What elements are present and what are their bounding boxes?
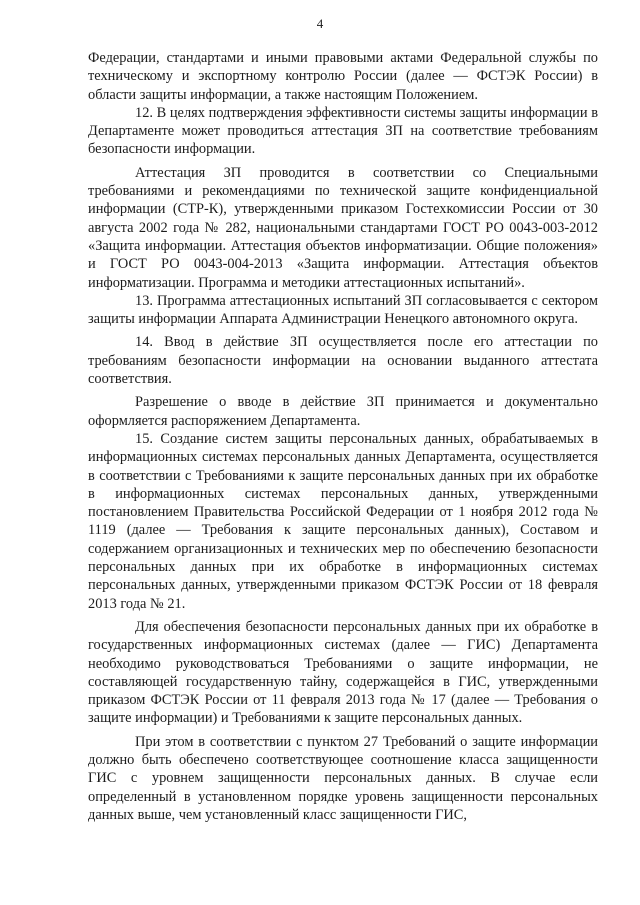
page-number: 4: [316, 16, 324, 31]
document-body: [88, 49, 598, 824]
paragraph-3: Аттестация ЗП проводится в соответствии со Специальными требованиями и рекомендациями по технической защите конфиденциальной информации (СТР-К), утвержденными приказом Гостехкомиссии России от 30 августа 2002 года № 282, национальными стандартами ГОСТ РО 0043-003-2012 «Защита информации. Аттестация объектов информатизации. Общие положения» и ГОСТ РО 0043-004-2013 «Защита информации. Аттестация объектов информатизации. Программа и методики аттестационных испытаний».: [88, 164, 598, 291]
paragraph-1: Федерации, стандартами и иными правовыми актами Федеральной службы по техническому и экспортному контролю России (далее — ФСТЭК России) в области защиты информации, а также настоящим Положением.: [88, 50, 598, 103]
paragraph-7: 15. Создание систем защиты персональных данных, обрабатываемых в информационных системах персональных данных Департамента, осуществляется в соответствии с Требованиями к защите персональных данных при их обработке в информационных системах персональных данных, утвержденными постановлением Правительства Российской Федерации от 1 ноября 2012 года № 1119 (далее — Требования к защите персональных данных), Составом и содержанием организационных и технических мер по обеспечению безопасности персональных данных при их обработке в информационных системах персональных данных, утвержденными приказом ФСТЭК России от 18 февраля 2013 года № 21.: [88, 430, 598, 612]
paragraph-5: 14. Ввод в действие ЗП осуществляется после его аттестации по требованиям безопасности информации на основании выданного аттестата соответствия.: [88, 334, 598, 388]
paragraph-2: 12. В целях подтверждения эффективности системы защиты информации в Департаменте может проводиться аттестация ЗП на соответствие требованиям безопасности информации.: [88, 104, 598, 158]
paragraph-4: 13. Программа аттестационных испытаний ЗП согласовывается с сектором защиты информации Аппарата Администрации Ненецкого автономного округа.: [88, 292, 598, 328]
paragraph-9: При этом в соответствии с пунктом 27 Требований о защите информации должно быть обеспечено соответствующее соотношение класса защищенности ГИС с уровнем защищенности персональных данных. В случае если определенный в установленном порядке уровень защищенности персональных данных выше, чем установленный класс защищенности ГИС,: [88, 733, 598, 823]
paragraph-6: Разрешение о вводе в действие ЗП принимается и документально оформляется распоряжением Департамента.: [88, 394, 598, 429]
paragraph-8: Для обеспечения безопасности персональных данных при их обработке в государственных информационных системах (далее — ГИС) Департамента необходимо руководствоваться Требованиями о защите информации, не составляющей государственную тайну, содержащейся в ГИС, утвержденными приказом ФСТЭК России от 11 февраля 2013 года № 17 (далее — Требования о защите информации) и Требованиями к защите персональных данных.: [88, 618, 598, 727]
